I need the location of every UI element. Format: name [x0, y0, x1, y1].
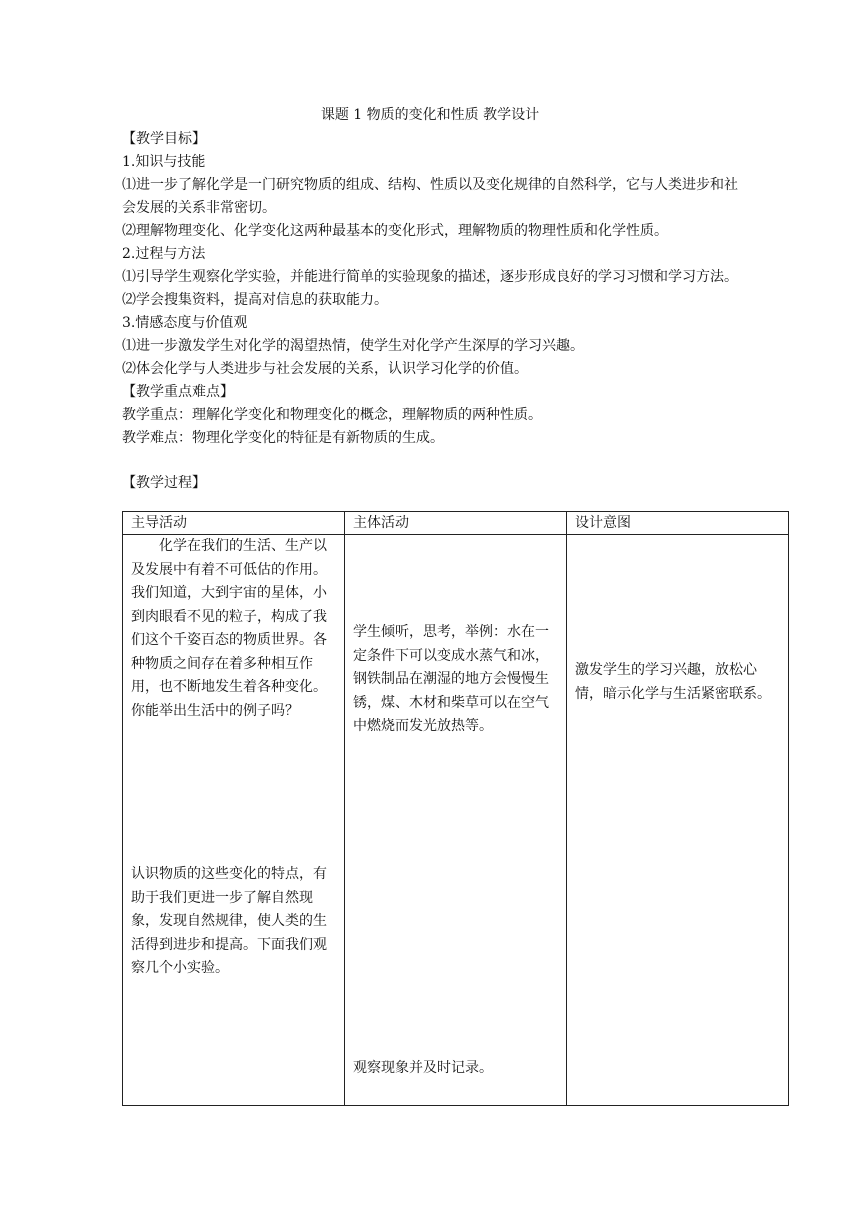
teaching-procedure-table	[122, 511, 789, 1106]
lead-activity-transition: 认识物质的这些变化的特点，有助于我们更进一步了解自然现象，发现自然规律，使人类的生活得到进步和提高。下面我们观察几个小实验。	[131, 866, 327, 976]
student-activity-observe: 观察现象并及时记录。	[353, 1060, 493, 1076]
student-activity-examples: 学生倾听，思考，举例：水在一定条件下可以变成水蒸气和冰，钢铁制品在潮湿的地方会慢慢生锈，煤、木材和柴草可以在空气中燃烧而发光放热等。	[353, 624, 549, 734]
process-item-1: ⑴引导学生观察化学实验，并能进行简单的实验现象的描述，逐步形成良好的学习习惯和学习方法。	[122, 269, 738, 285]
key-point: 教学重点：理解化学变化和物理变化的概念，理解物质的两种性质。	[122, 407, 542, 423]
lead-activity-cell	[123, 535, 345, 1106]
student-activity-cell	[345, 535, 567, 1106]
table-row	[123, 535, 789, 1106]
key-difficult-heading: 【教学重点难点】	[122, 384, 234, 400]
process-heading: 2.过程与方法	[122, 246, 206, 262]
document-body	[122, 128, 742, 495]
header-lead-activity: 主导活动	[123, 512, 345, 535]
table-header-row	[123, 512, 789, 535]
attitude-item-1: ⑴进一步激发学生对化学的渴望热情，使学生对化学产生深厚的学习兴趣。	[122, 338, 584, 354]
attitude-heading: 3.情感态度与价值观	[122, 315, 248, 331]
process-item-2: ⑵学会搜集资料，提高对信息的获取能力。	[122, 292, 388, 308]
header-design-intent: 设计意图	[567, 512, 789, 535]
lead-activity-intro: 化学在我们的生活、生产以及发展中有着不可低估的作用。我们知道，大到宇宙的星体，小到肉眼看不见的粒子，构成了我们这个千姿百态的物质世界。各种物质之间存在着多种相互作用，也不断地发生着各种变化。你能举出生活中的例子吗？	[131, 538, 327, 719]
header-student-activity: 主体活动	[345, 512, 567, 535]
procedure-heading: 【教学过程】	[122, 475, 206, 491]
attitude-item-2: ⑵体会化学与人类进步与社会发展的关系，认识学习化学的价值。	[122, 361, 528, 377]
design-intent-text: 激发学生的学习兴趣，放松心情，暗示化学与生活紧密联系。	[575, 662, 771, 702]
knowledge-heading: 1.知识与技能	[122, 154, 206, 170]
objectives-heading: 【教学目标】	[122, 131, 206, 147]
document-title: 课题 1 物质的变化和性质 教学设计	[320, 107, 540, 123]
knowledge-item-2: ⑵理解物理变化、化学变化这两种最基本的变化形式，理解物质的物理性质和化学性质。	[122, 223, 668, 239]
knowledge-item-1: ⑴进一步了解化学是一门研究物质的组成、结构、性质以及变化规律的自然科学，它与人类进步和社会发展的关系非常密切。	[122, 177, 738, 216]
difficult-point: 教学难点：物理化学变化的特征是有新物质的生成。	[122, 430, 444, 446]
design-intent-cell	[567, 535, 789, 1106]
